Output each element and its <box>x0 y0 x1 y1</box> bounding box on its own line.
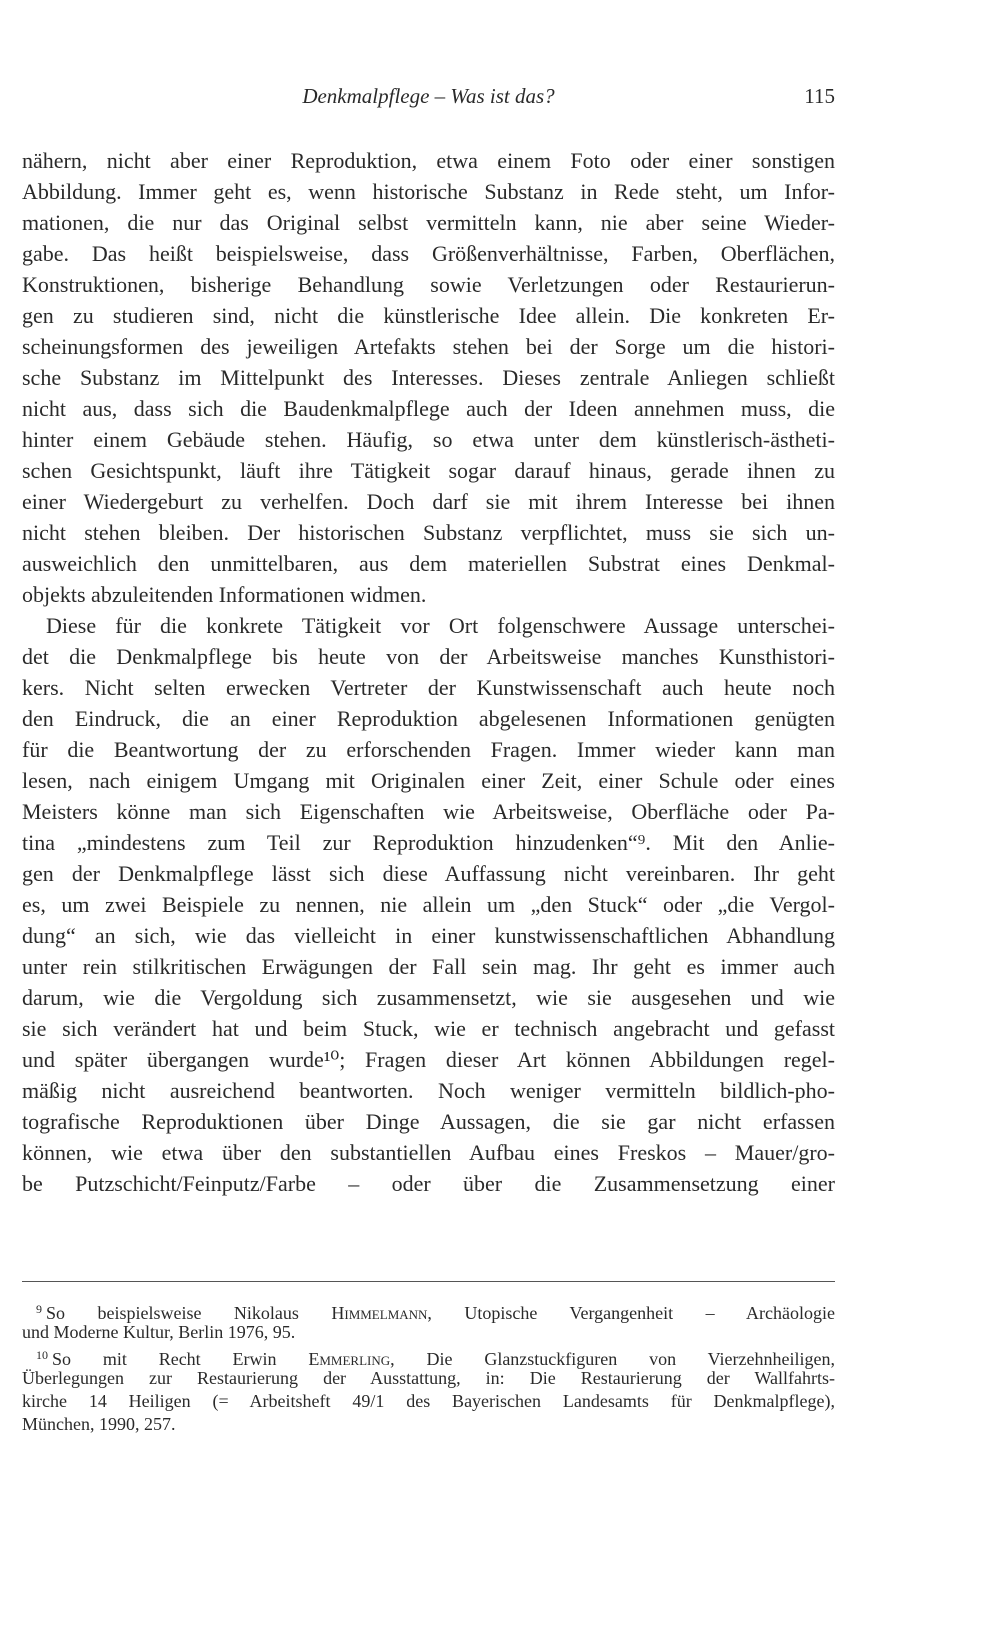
footnote-10 <box>22 1344 835 1436</box>
text-line: für die Beantwortung der zu erforschenden Fragen. Immer wieder kann man <box>22 737 835 762</box>
text-line: be Putzschicht/Feinputz/Farbe – oder über die Zusammensetzung einer <box>22 1171 835 1196</box>
text-line: unter rein stilkritischen Erwägungen der Fall sein mag. Ihr geht es immer auch <box>22 954 835 979</box>
footnote-author: Himmelmann <box>331 1303 428 1323</box>
footnotes <box>22 1298 835 1436</box>
paragraph-start-line: Diese für die konkrete Tätigkeit vor Ort folgenschwere Aussage unterschei- <box>46 613 835 638</box>
footnote-text: So beispielsweise Nikolaus <box>46 1303 332 1323</box>
text-line: gen der Denkmalpflege lässt sich diese Auffassung nicht vereinbaren. Ihr geht <box>22 861 835 886</box>
text-line: gen zu studieren sind, nicht die künstlerische Idee allein. Die konkreten Er- <box>22 303 835 328</box>
text-line: kers. Nicht selten erwecken Vertreter der Kunstwissenschaft auch heute noch <box>22 675 835 700</box>
running-title: Denkmalpflege – Was ist das? <box>302 84 555 108</box>
paragraph-end-line: objekts abzuleitenden Informationen widmen. <box>22 582 427 607</box>
text-line: darum, wie die Vergoldung sich zusammensetzt, wie sie ausgesehen und wie <box>22 985 835 1010</box>
footnote-divider <box>22 1281 835 1282</box>
text-line: ausweichlich den unmittelbaren, aus dem materiellen Substrat eines Denkmal- <box>22 551 835 576</box>
text-line: Konstruktionen, bisherige Behandlung sowie Verletzungen oder Restaurierun- <box>22 272 835 297</box>
footnote-line: kirche 14 Heiligen (= Arbeitsheft 49/1 des Bayerischen Landesamts für Denkmalpflege), <box>22 1391 835 1411</box>
text-line: dung“ an sich, wie das vielleicht in einer kunstwissenschaftlichen Abhandlung <box>22 923 835 948</box>
running-head <box>22 80 835 112</box>
page-number: 115 <box>804 84 835 108</box>
footnote-author: Emmerling <box>308 1349 391 1369</box>
text-line: können, wie etwa über den substantiellen Aufbau eines Freskos – Mauer/gro- <box>22 1140 835 1165</box>
footnote-line: München, 1990, 257. <box>22 1414 176 1434</box>
text-line: und später übergangen wurde¹⁰; Fragen dieser Art können Abbildungen regel- <box>22 1047 835 1072</box>
footnote-first-line <box>22 1344 835 1367</box>
footnote-number: 9 <box>36 1302 42 1316</box>
text-line: mäßig nicht ausreichend beantworten. Noch weniger vermitteln bildlich-pho- <box>22 1078 835 1103</box>
body-text <box>22 145 835 1199</box>
text-line: gabe. Das heißt beispielsweise, dass Größenverhältnisse, Farben, Oberflächen, <box>22 241 835 266</box>
text-line: lesen, nach einigem Umgang mit Originalen einer Zeit, einer Schule oder eines <box>22 768 835 793</box>
footnote-first-line <box>22 1298 835 1321</box>
footnote-number: 10 <box>36 1348 48 1362</box>
text-line: nicht stehen bleiben. Der historischen Substanz verpflichtet, muss sie sich un- <box>22 520 835 545</box>
footnote-text: , Utopische Vergangenheit – Archäologie <box>427 1303 836 1323</box>
text-line: det die Denkmalpflege bis heute von der Arbeitsweise manches Kunsthistori- <box>22 644 835 669</box>
text-line: schen Gesichtspunkt, läuft ihre Tätigkeit sogar darauf hinaus, gerade ihnen zu <box>22 458 835 483</box>
text-line: mationen, die nur das Original selbst vermitteln kann, nie aber seine Wieder- <box>22 210 835 235</box>
text-line: nähern, nicht aber einer Reproduktion, etwa einem Foto oder einer sonstigen <box>22 148 835 173</box>
footnote-text: So mit Recht Erwin <box>52 1349 309 1369</box>
text-line: Abbildung. Immer geht es, wenn historische Substanz in Rede steht, um Infor- <box>22 179 835 204</box>
text-line: nicht aus, dass sich die Baudenkmalpflege auch der Ideen annehmen muss, die <box>22 396 835 421</box>
text-line: sche Substanz im Mittelpunkt des Interesses. Dieses zentrale Anliegen schließt <box>22 365 835 390</box>
text-line: scheinungsformen des jeweiligen Artefakts stehen bei der Sorge um die histori- <box>22 334 835 359</box>
text-line: sie sich verändert hat und beim Stuck, wie er technisch angebracht und gefasst <box>22 1016 835 1041</box>
text-line: tina „mindestens zum Teil zur Reproduktion hinzudenken“⁹. Mit den Anlie- <box>22 830 835 855</box>
text-line: tografische Reproduktionen über Dinge Aussagen, die sie gar nicht erfassen <box>22 1109 835 1134</box>
text-line: hinter einem Gebäude stehen. Häufig, so etwa unter dem künstlerisch-ästheti- <box>22 427 835 452</box>
footnote-line: und Moderne Kultur, Berlin 1976, 95. <box>22 1322 296 1342</box>
footnote-9 <box>22 1298 835 1344</box>
text-line: einer Wiedergeburt zu verhelfen. Doch darf sie mit ihrem Interesse bei ihnen <box>22 489 835 514</box>
text-line: es, um zwei Beispiele zu nennen, nie allein um „den Stuck“ oder „die Vergol- <box>22 892 835 917</box>
footnote-text: , Die Glanzstuckfiguren von Vierzehnheiligen, <box>390 1349 835 1369</box>
footnote-line: Überlegungen zur Restaurierung der Ausstattung, in: Die Restaurierung der Wallfahrts- <box>22 1368 835 1388</box>
text-line: den Eindruck, die an einer Reproduktion abgelesenen Informationen genügten <box>22 706 835 731</box>
text-line: Meisters könne man sich Eigenschaften wie Arbeitsweise, Oberfläche oder Pa- <box>22 799 835 824</box>
